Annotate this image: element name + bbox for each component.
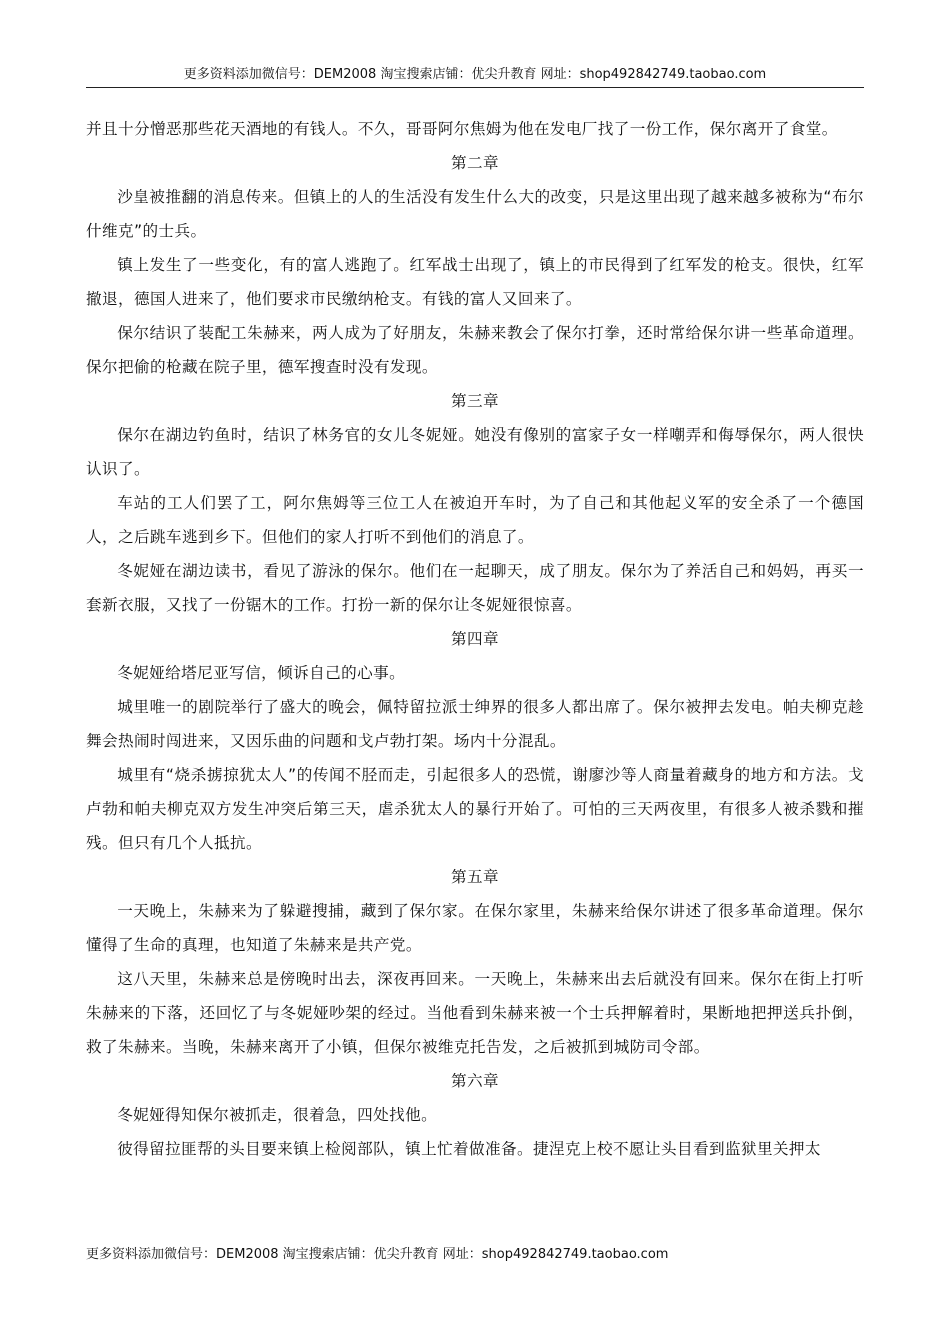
paragraph: 一天晚上，朱赫来为了躲避搜捕，藏到了保尔家。在保尔家里，朱赫来给保尔讲述了很多革命道理。保尔懂得了生命的真理，也知道了朱赫来是共产党。 [86, 902, 864, 954]
paragraph: 保尔结识了装配工朱赫来，两人成为了好朋友，朱赫来教会了保尔打拳，还时常给保尔讲一些革命道理。保尔把偷的枪藏在院子里，德军搜查时没有发现。 [86, 324, 864, 376]
paragraph: 冬妮娅得知保尔被抓走，很着急，四处找他。 [117, 1106, 438, 1124]
paragraph: 城里唯一的剧院举行了盛大的晚会，佩特留拉派士绅界的很多人都出席了。保尔被押去发电。帕夫柳克趁舞会热闹时闯进来，又因乐曲的问题和戈卢勃打架。场内十分混乱。 [86, 698, 864, 750]
chapter-3-title: 第三章 [451, 392, 499, 410]
page-header: 更多资料添加微信号：DEM2008 淘宝搜索店铺：优尖升教育 网址：shop492842749.taobao.com [183, 67, 767, 82]
paragraph: 沙皇被推翻的消息传来。但镇上的人的生活没有发生什么大的改变，只是这里出现了越来越多被称为“布尔什维克”的士兵。 [86, 188, 864, 240]
paragraph: 这八天里，朱赫来总是傍晚时出去，深夜再回来。一天晚上，朱赫来出去后就没有回来。保尔在街上打听朱赫来的下落，还回忆了与冬妮娅吵架的经过。当他看到朱赫来被一个士兵押解着时，果断地把押送兵扑倒，救了朱赫来。当晚，朱赫来离开了小镇，但保尔被维克托告发，之后被抓到城防司令部。 [86, 970, 864, 1056]
paragraph: 保尔在湖边钓鱼时，结识了林务官的女儿冬妮娅。她没有像别的富家子女一样嘲弄和侮辱保尔，两人很快认识了。 [86, 426, 864, 478]
chapter-5-title: 第五章 [451, 868, 499, 886]
paragraph: 镇上发生了一些变化，有的富人逃跑了。红军战士出现了，镇上的市民得到了红军发的枪支。很快，红军撤退，德国人进来了，他们要求市民缴纳枪支。有钱的富人又回来了。 [86, 256, 864, 308]
intro-paragraph: 并且十分憎恶那些花天酒地的有钱人。不久，哥哥阿尔焦姆为他在发电厂找了一份工作，保尔离开了食堂。 [86, 120, 838, 138]
paragraph: 冬妮娅在湖边读书，看见了游泳的保尔。他们在一起聊天，成了朋友。保尔为了养活自己和妈妈，再买一套新衣服，又找了一份锯木的工作。打扮一新的保尔让冬妮娅很惊喜。 [86, 562, 864, 614]
chapter-4-title: 第四章 [451, 630, 499, 648]
document-body [86, 112, 864, 1166]
chapter-2-title: 第二章 [451, 154, 499, 172]
paragraph: 城里有“烧杀掳掠犹太人”的传闻不胫而走，引起很多人的恐慌，谢廖沙等人商量着藏身的地方和方法。戈卢勃和帕夫柳克双方发生冲突后第三天，虐杀犹太人的暴行开始了。可怕的三天两夜里，有很多人被杀戮和摧残。但只有几个人抵抗。 [86, 766, 864, 852]
header-divider [86, 87, 864, 88]
paragraph: 彼得留拉匪帮的头目要来镇上检阅部队，镇上忙着做准备。捷涅克上校不愿让头目看到监狱里关押太 [117, 1140, 821, 1158]
chapter-6-title: 第六章 [451, 1072, 499, 1090]
paragraph: 车站的工人们罢了工，阿尔焦姆等三位工人在被迫开车时，为了自己和其他起义军的安全杀了一个德国人，之后跳车逃到乡下。但他们的家人打听不到他们的消息了。 [86, 494, 864, 546]
page-footer: 更多资料添加微信号：DEM2008 淘宝搜索店铺：优尖升教育 网址：shop492842749.taobao.com [86, 1247, 669, 1262]
paragraph: 冬妮娅给塔尼亚写信，倾诉自己的心事。 [117, 664, 406, 682]
